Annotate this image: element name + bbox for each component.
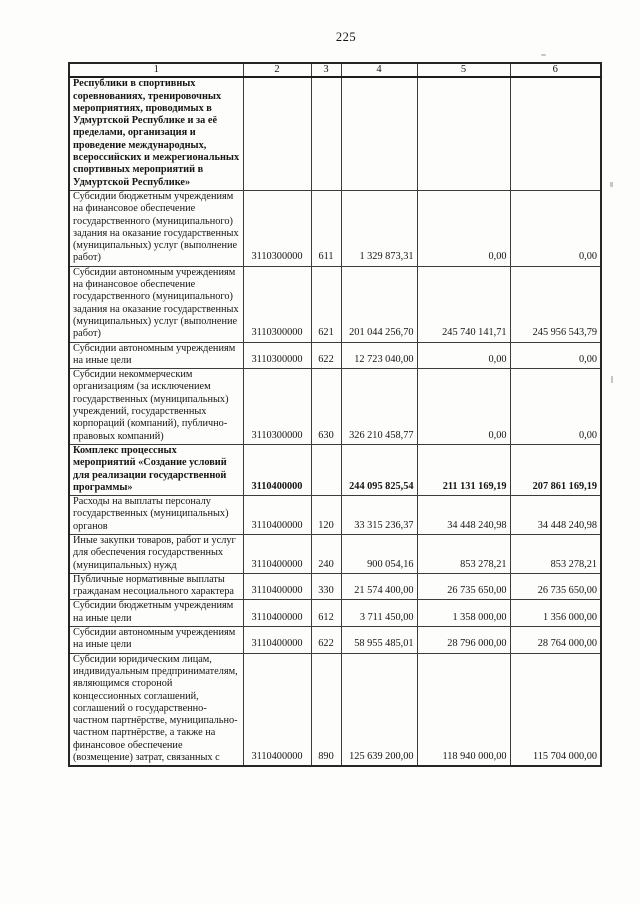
scan-speck bbox=[611, 376, 613, 383]
row-label: Субсидии автономным учреждениям на иные цели bbox=[69, 627, 243, 654]
row-vr-code: 612 bbox=[311, 600, 341, 627]
row-amount-col6: 34 448 240,98 bbox=[510, 496, 601, 535]
row-amount-col5: 28 796 000,00 bbox=[417, 627, 510, 654]
row-amount-col4 bbox=[341, 77, 417, 190]
row-amount-col5: 0,00 bbox=[417, 342, 510, 369]
row-vr-code bbox=[311, 444, 341, 495]
column-header-6: 6 bbox=[510, 63, 601, 77]
row-amount-col5: 26 735 650,00 bbox=[417, 573, 510, 600]
row-amount-col5 bbox=[417, 77, 510, 190]
row-label: Расходы на выплаты персоналу государственных (муниципальных) органов bbox=[69, 496, 243, 535]
row-label: Публичные нормативные выплаты гражданам несоциального характера bbox=[69, 573, 243, 600]
row-label: Республики в спортивных соревнованиях, тренировочных мероприятиях, проводимых в Удмуртской Республике и за её пределами, организация и проведение международных, всероссийских и межрегиональных спортивных мероприятий в Удмуртской Республике» bbox=[69, 77, 243, 190]
row-vr-code: 611 bbox=[311, 190, 341, 266]
table-row bbox=[69, 600, 601, 627]
row-target-code bbox=[243, 77, 311, 190]
table-row bbox=[69, 190, 601, 266]
row-label: Субсидии автономным учреждениям на иные цели bbox=[69, 342, 243, 369]
scan-speck bbox=[541, 54, 546, 56]
row-amount-col6: 853 278,21 bbox=[510, 534, 601, 573]
row-target-code: 3110400000 bbox=[243, 444, 311, 495]
row-amount-col4: 3 711 450,00 bbox=[341, 600, 417, 627]
header-row bbox=[69, 63, 601, 77]
row-label: Иные закупки товаров, работ и услуг для обеспечения государственных (муниципальных) нужд bbox=[69, 534, 243, 573]
row-vr-code: 621 bbox=[311, 266, 341, 342]
row-amount-col4: 33 315 236,37 bbox=[341, 496, 417, 535]
row-amount-col6 bbox=[510, 77, 601, 190]
column-header-5: 5 bbox=[417, 63, 510, 77]
row-amount-col6: 207 861 169,19 bbox=[510, 444, 601, 495]
row-vr-code bbox=[311, 77, 341, 190]
row-amount-col6: 0,00 bbox=[510, 342, 601, 369]
table-row bbox=[69, 444, 601, 495]
row-label: Субсидии бюджетным учреждениям на финансовое обеспечение государственного (муниципального) задания на оказание государственных (муниципальных) услуг (выполнение работ) bbox=[69, 190, 243, 266]
row-amount-col6: 28 764 000,00 bbox=[510, 627, 601, 654]
row-amount-col5: 211 131 169,19 bbox=[417, 444, 510, 495]
row-label: Субсидии бюджетным учреждениям на иные цели bbox=[69, 600, 243, 627]
row-target-code: 3110400000 bbox=[243, 534, 311, 573]
row-vr-code: 890 bbox=[311, 653, 341, 766]
row-vr-code: 330 bbox=[311, 573, 341, 600]
row-amount-col4: 201 044 256,70 bbox=[341, 266, 417, 342]
row-amount-col6: 115 704 000,00 bbox=[510, 653, 601, 766]
budget-table bbox=[68, 62, 602, 767]
row-amount-col4: 244 095 825,54 bbox=[341, 444, 417, 495]
row-amount-col6: 26 735 650,00 bbox=[510, 573, 601, 600]
row-target-code: 3110300000 bbox=[243, 369, 311, 445]
row-amount-col4: 12 723 040,00 bbox=[341, 342, 417, 369]
row-amount-col4: 1 329 873,31 bbox=[341, 190, 417, 266]
row-amount-col5: 245 740 141,71 bbox=[417, 266, 510, 342]
column-header-1: 1 bbox=[69, 63, 243, 77]
row-target-code: 3110400000 bbox=[243, 496, 311, 535]
row-label: Комплекс процессных мероприятий «Создание условий для реализации государственной программы» bbox=[69, 444, 243, 495]
row-target-code: 3110400000 bbox=[243, 627, 311, 654]
row-amount-col4: 900 054,16 bbox=[341, 534, 417, 573]
row-amount-col6: 1 356 000,00 bbox=[510, 600, 601, 627]
row-target-code: 3110400000 bbox=[243, 573, 311, 600]
scan-speck bbox=[610, 182, 613, 187]
row-amount-col6: 0,00 bbox=[510, 369, 601, 445]
table-row bbox=[69, 534, 601, 573]
page-number: 225 bbox=[335, 30, 357, 44]
row-amount-col5: 34 448 240,98 bbox=[417, 496, 510, 535]
table-row bbox=[69, 266, 601, 342]
row-amount-col4: 326 210 458,77 bbox=[341, 369, 417, 445]
table-row bbox=[69, 653, 601, 766]
row-amount-col5: 0,00 bbox=[417, 369, 510, 445]
row-amount-col6: 245 956 543,79 bbox=[510, 266, 601, 342]
column-header-3: 3 bbox=[311, 63, 341, 77]
row-amount-col6: 0,00 bbox=[510, 190, 601, 266]
row-vr-code: 622 bbox=[311, 627, 341, 654]
table-row bbox=[69, 627, 601, 654]
row-label: Субсидии автономным учреждениям на финансовое обеспечение государственного (муниципального) задания на оказание государственных (муниципальных) услуг (выполнение работ) bbox=[69, 266, 243, 342]
table-row bbox=[69, 573, 601, 600]
row-label: Субсидии некоммерческим организациям (за исключением государственных (муниципальных) учреждений, государственных корпораций (компаний), публично-правовых компаний) bbox=[69, 369, 243, 445]
row-target-code: 3110400000 bbox=[243, 653, 311, 766]
row-amount-col4: 58 955 485,01 bbox=[341, 627, 417, 654]
row-target-code: 3110300000 bbox=[243, 342, 311, 369]
row-amount-col5: 853 278,21 bbox=[417, 534, 510, 573]
table-row bbox=[69, 77, 601, 190]
row-amount-col4: 125 639 200,00 bbox=[341, 653, 417, 766]
column-header-4: 4 bbox=[341, 63, 417, 77]
row-vr-code: 240 bbox=[311, 534, 341, 573]
row-vr-code: 120 bbox=[311, 496, 341, 535]
row-amount-col5: 1 358 000,00 bbox=[417, 600, 510, 627]
table-row bbox=[69, 342, 601, 369]
row-amount-col4: 21 574 400,00 bbox=[341, 573, 417, 600]
row-target-code: 3110400000 bbox=[243, 600, 311, 627]
table-row bbox=[69, 369, 601, 445]
row-vr-code: 622 bbox=[311, 342, 341, 369]
row-target-code: 3110300000 bbox=[243, 190, 311, 266]
row-vr-code: 630 bbox=[311, 369, 341, 445]
table-body bbox=[69, 77, 601, 766]
row-label: Субсидии юридическим лицам, индивидуальным предпринимателям, являющимся стороной концессионных соглашений, соглашений о государственно-частном партнёрстве, муниципально-частном партнёрстве, а также на финансовое обеспечение (возмещение) затрат, связанных с bbox=[69, 653, 243, 766]
row-amount-col5: 118 940 000,00 bbox=[417, 653, 510, 766]
row-amount-col5: 0,00 bbox=[417, 190, 510, 266]
table-row bbox=[69, 496, 601, 535]
row-target-code: 3110300000 bbox=[243, 266, 311, 342]
column-header-2: 2 bbox=[243, 63, 311, 77]
